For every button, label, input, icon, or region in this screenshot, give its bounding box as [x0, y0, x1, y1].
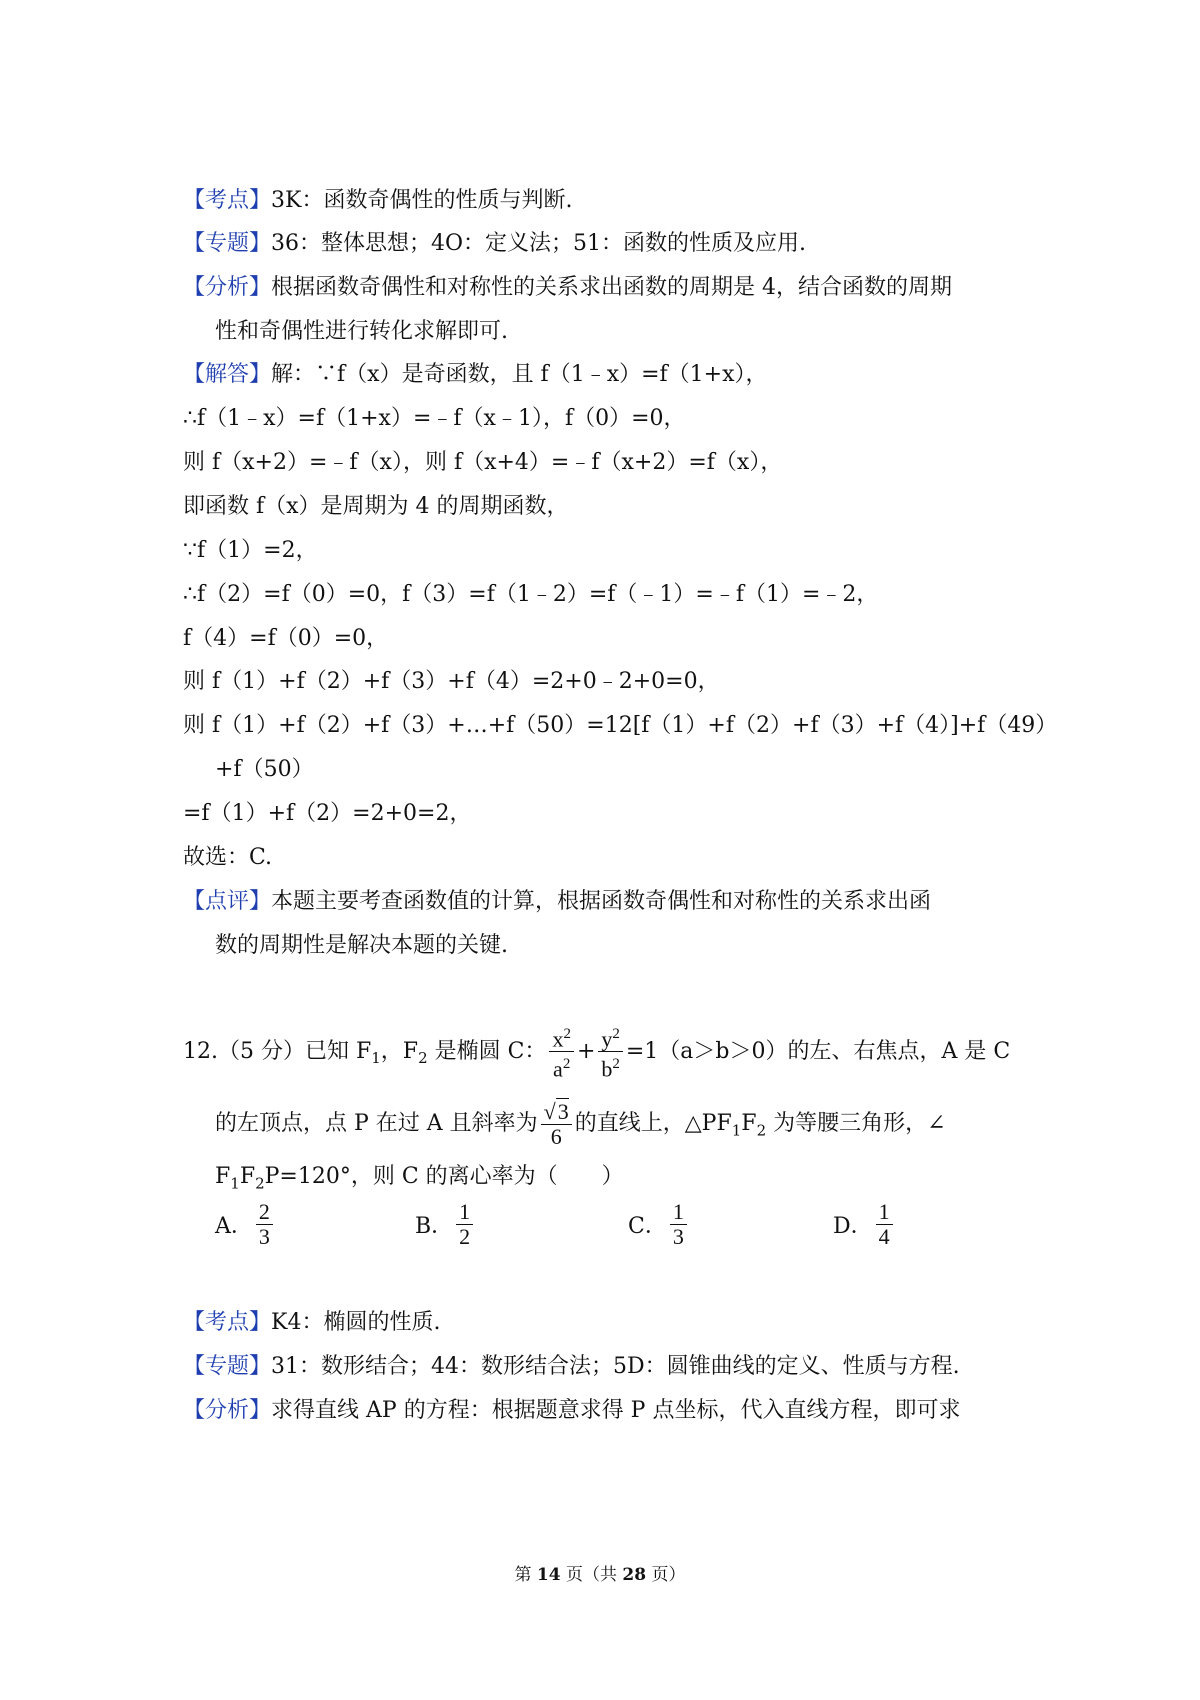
q12-text: 的直线上，△PF — [574, 1111, 732, 1136]
denominator: 6 — [550, 1123, 562, 1149]
zhuanti-tag: 【专题】 — [183, 1354, 272, 1379]
q12-text: F — [215, 1164, 231, 1189]
denominator: a — [553, 1056, 563, 1082]
solution-step: =f（1）+f（2）=2+0=2， — [183, 801, 472, 826]
solution-step: 故选：C. — [183, 845, 273, 870]
q12-text: 为等腰三角形，∠ — [766, 1111, 946, 1136]
kaodian-text: 3K：函数奇偶性的性质与判断. — [271, 188, 573, 213]
question-12-line-3 — [215, 1162, 624, 1198]
exponent: 2 — [562, 1056, 571, 1073]
kaodian-line — [183, 186, 572, 216]
denominator: 4 — [878, 1224, 890, 1249]
dianping-text: 本题主要考查函数值的计算，根据函数奇偶性和对称性的关系求出函 — [271, 889, 932, 914]
kaodian-text: K4：椭圆的性质. — [271, 1310, 441, 1335]
q12-text: 的左顶点，点 P 在过 A 且斜率为 — [215, 1111, 538, 1136]
fenxi-text: 求得直线 AP 的方程：根据题意求得 P 点坐标，代入直线方程，即可求 — [271, 1398, 961, 1423]
kaodian-tag: 【考点】 — [183, 1310, 272, 1335]
exponent: 2 — [563, 1026, 571, 1042]
question-12-line-1 — [183, 1022, 1010, 1086]
fenxi-tag: 【分析】 — [183, 275, 272, 300]
subscript: 2 — [418, 1049, 428, 1068]
numerator: 2 — [256, 1200, 273, 1225]
numerator: x — [552, 1026, 564, 1052]
exponent: 2 — [612, 1056, 620, 1073]
q12-prefix: 12.（5 分）已知 F — [183, 1038, 372, 1064]
q12-text: F — [239, 1164, 256, 1189]
solution-step: +f（50） — [215, 757, 314, 782]
denominator: b — [601, 1056, 613, 1082]
solution-step: f（4）=f（0）=0， — [183, 626, 389, 651]
subscript: 2 — [255, 1174, 265, 1193]
dianping-line — [183, 887, 931, 917]
kaodian-tag: 【考点】 — [183, 188, 272, 213]
dianping-line-2: 数的周期性是解决本题的关键. — [215, 933, 508, 958]
denominator: 2 — [459, 1224, 471, 1249]
q12-zhuanti-line — [183, 1352, 960, 1382]
fenxi-tag: 【分析】 — [183, 1398, 272, 1423]
fenxi-line — [183, 273, 952, 303]
zhuanti-text: 31：数形结合；44：数形结合法；5D：圆锥曲线的定义、性质与方程. — [271, 1354, 960, 1379]
option-c[interactable] — [628, 1200, 690, 1249]
q12-text: =1（a＞b＞0）的左、右焦点，A 是 C — [625, 1038, 1011, 1064]
plus-sign: + — [576, 1038, 596, 1064]
solution-step: ∴f（1﹣x）=f（1+x）=﹣f（x﹣1），f（0）=0， — [183, 406, 686, 431]
option-a[interactable] — [215, 1200, 276, 1249]
footer-text: 页） — [646, 1565, 686, 1585]
fraction-y2-b2 — [598, 1022, 623, 1082]
q12-text: 是椭圆 C： — [427, 1038, 547, 1064]
page-footer — [0, 1560, 1200, 1585]
subscript: 1 — [731, 1121, 742, 1140]
subscript: 1 — [371, 1049, 381, 1068]
zhuanti-line — [183, 229, 806, 259]
fraction-sqrt3-6: $\frac{√3}{6}$ — [541, 1100, 572, 1149]
solution-step: 则 f（1）+f（2）+f（3）+f（4）=2+0﹣2+0=0， — [183, 669, 720, 694]
exponent: 2 — [612, 1026, 620, 1042]
option-label: B． — [415, 1214, 454, 1239]
footer-text: 页（共 — [560, 1565, 623, 1585]
fraction-x2-a2 — [549, 1022, 574, 1082]
option-label: A． — [215, 1214, 253, 1239]
radicand: 3 — [557, 1098, 569, 1124]
denominator: 3 — [258, 1224, 270, 1249]
jieda-text: 解：∵f（x）是奇函数，且 f（1﹣x）=f（1+x）， — [271, 362, 768, 387]
numerator: 1 — [456, 1200, 473, 1225]
option-label: D． — [833, 1214, 873, 1239]
option-b[interactable] — [415, 1200, 476, 1249]
footer-text: 第 — [514, 1565, 537, 1585]
zhuanti-text: 36：整体思想；4O：定义法；51：函数的性质及应用. — [271, 231, 807, 256]
numerator: 1 — [876, 1200, 893, 1225]
numerator: y — [601, 1026, 613, 1052]
q12-text: P=120°，则 C 的离心率为（ ） — [264, 1164, 624, 1189]
zhuanti-tag: 【专题】 — [183, 231, 272, 256]
page-number: 14 — [536, 1565, 561, 1585]
fenxi-line-2: 性和奇偶性进行转化求解即可. — [215, 319, 508, 344]
solution-step: ∵f（1）=2， — [183, 538, 318, 563]
option-fraction — [876, 1200, 893, 1249]
solution-step: 则 f（1）+f（2）+f（3）+…+f（50）=12[f（1）+f（2）+f（3）+f（4）]+f（49） — [183, 713, 1058, 738]
q12-kaodian-line — [183, 1308, 440, 1338]
jieda-line — [183, 360, 768, 390]
subscript: 1 — [230, 1174, 240, 1193]
option-fraction — [256, 1200, 273, 1249]
subscript: 2 — [756, 1121, 767, 1140]
solution-step: ∴f（2）=f（0）=0，f（3）=f（1﹣2）=f（﹣1）=﹣f（1）=﹣2， — [183, 582, 879, 607]
dianping-tag: 【点评】 — [183, 889, 272, 914]
solution-step: 则 f（x+2）=﹣f（x），则 f（x+4）=﹣f（x+2）=f（x）， — [183, 450, 783, 475]
option-fraction — [456, 1200, 473, 1249]
denominator: 3 — [672, 1224, 684, 1249]
option-fraction — [670, 1200, 687, 1249]
q12-text: ，F — [380, 1038, 419, 1064]
option-label: C． — [628, 1214, 667, 1239]
total-pages: 28 — [622, 1565, 647, 1585]
fenxi-text: 根据函数奇偶性和对称性的关系求出函数的周期是 4，结合函数的周期 — [271, 275, 953, 300]
jieda-tag: 【解答】 — [183, 362, 272, 387]
q12-fenxi-line — [183, 1396, 960, 1426]
option-d[interactable] — [833, 1200, 896, 1249]
numerator: 1 — [670, 1200, 687, 1225]
solution-step: 即函数 f（x）是周期为 4 的周期函数， — [183, 494, 569, 519]
question-12-line-2 — [215, 1096, 946, 1158]
q12-text: F — [741, 1111, 757, 1136]
